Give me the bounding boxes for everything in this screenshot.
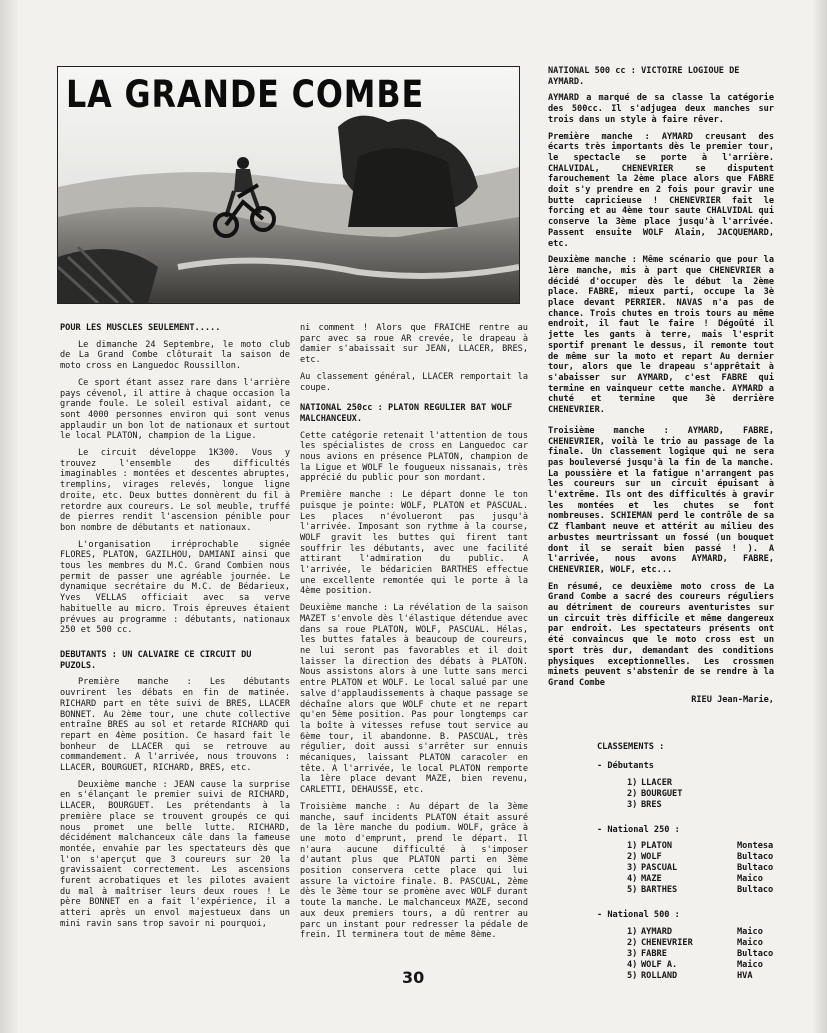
result-row — [627, 949, 777, 960]
result-name: BARTHES — [641, 885, 678, 896]
result-row — [627, 841, 777, 852]
category-label: - National 500 : — [597, 909, 680, 920]
result-name: BOURGUET — [641, 788, 683, 799]
section-heading: POUR LES MUSCLES SEULEMENT..... — [60, 323, 221, 333]
paragraph: Troisième manche : Au départ de la 3ème manche, sauf incidents PLATON était assuré de la 1ère manche du podium. WOLF, grâce à une moto d'emprunt, prend le départ. Il n'aura aucune difficulté à s'imposer d'autant plus que PLATON parti en 3ème position conservera cette place qui lui assure la victoire finale. B. PASCUAL, 2ème dès le 3ème tour se promène avec WOLF durant toute la manche. Le malchanceux MAZE, second aux deux premiers tours, a dû rentrer au parc un instant pour redresser la pédale de frein. Il terminera tout de même 8ème. — [300, 801, 528, 941]
result-position: 2) — [627, 788, 638, 799]
article-title: LA GRANDE COMBE — [66, 73, 425, 116]
result-name: AYMARD — [641, 926, 673, 937]
result-position: 2) — [627, 852, 638, 863]
column-3 — [548, 66, 774, 705]
column-1 — [60, 323, 290, 936]
result-row — [627, 800, 777, 811]
paragraph: Deuxième manche : La révélation de la saison MAZET s'envole dès l'élastique détendue avec dans sa roue PLATON, WOLF, PASCUAL. Hélas, les buttes fatales à beaucoup de coureurs, ne lui seront pas favorables et il doit laisser la direction des débats à PLATON. Nous assistons alors à une lutte sans merci entre PLATON et WOLF. Le local salué par une salve d'applaudissements à chaque passage se déchaîne alors que WOLF chute et ne repart qu'en 5ème position. Pas pour longtemps car la boîte à vitesses refuse tout service au 6ème tour, il abandonne. B. PASCUAL, très régulier, doit aussi s'arrêter sur ennuis mécaniques, laissant PLATON caracoler en tête. A l'arrivée, le local PLATON remporte la 1ère place devant MAZE, bien revenu, CARLETTI, DEHAUSSE, etc. — [300, 603, 528, 796]
result-name: PLATON — [641, 841, 673, 852]
paragraph: Au classement général, LLACER remportait la coupe. — [300, 371, 528, 393]
paragraph: Le dimanche 24 Septembre, le moto club de La Grand Combe clôturait la saison de moto cross en Languedoc Roussillon. — [60, 339, 290, 372]
paragraph: Première manche : AYMARD creusant des écarts très importants dès le premier tour, le spectacle se porte à l'arrière. CHALVIDAL, CHENEVRIER se disputent farouchement la 2ème place alors que FABRE doit s'y prendre en 2 fois pour gravir une butte capricieuse ! CHENEVRIER fait le forcing et au 4ème tour saute CHALVIDAL qui conserve la 3ème place jusqu'à l'arrivée. Passent ensuite WOLF Alain, JACQUEMARD, etc. — [548, 131, 774, 249]
result-name: PASCUAL — [641, 863, 678, 874]
result-row — [627, 778, 777, 789]
result-make: Bultaco — [737, 863, 774, 874]
result-name: LLACER — [641, 777, 673, 788]
result-make: Bultaco — [737, 852, 774, 863]
page-number: 30 — [402, 968, 425, 987]
result-position: 3) — [627, 799, 638, 810]
result-position: 4) — [627, 874, 638, 885]
paragraph: Première manche : Le départ donne le ton puisque je pointe: WOLF, PLATON et PASCUAL. Les places n'évolueront pas jusqu'à l'arrivée. Imposant son rythme à la course, WOLF gravit les buttes qui firent tant souffrir les débutants, avec une facilité attirant l'admiration du public. A l'arrivée, le bédaricien BARTHES effectue une excellente remontée qui le porte à la 4ème position. — [300, 490, 528, 597]
result-position: 3) — [627, 948, 638, 959]
result-row — [627, 789, 777, 800]
result-make: Maico — [737, 874, 763, 885]
result-row — [627, 971, 777, 982]
result-position: 1) — [627, 841, 638, 852]
result-name: FABRE — [641, 948, 667, 959]
paragraph: AYMARD a marqué de sa classe la catégorie des 500cc. Il s'adjugea deux manches sur trois dans un style à faire rêver. — [548, 93, 774, 125]
motocross-photo — [57, 66, 520, 304]
result-make: Bultaco — [737, 948, 774, 959]
paragraph: Deuxième manche : JEAN cause la surprise en s'élançant le premier suivi de RICHARD, LLACER, BOURGUET. Les prétendants à la première place se trouvent groupés ce qui nous promet une belle lutte. RICHARD, décidément malchanceux câle dans la fameuse montée, envahie par les spectateurs dès que l'on s'aperçut que 3 coureurs sur 20 la gravissaient correctement. Les ascensions furent acrobatiques et les pilotes avaient du mal à maîtriser leurs deux roues ! Le père BONNET en a fait l'expérience, il a atteri après un envol majestueux dans un mini ravin sans trop savoir ni pourquoi, — [60, 779, 290, 929]
result-make: Maico — [737, 959, 763, 970]
result-position: 3) — [627, 863, 638, 874]
author-signature: RIEU Jean-Marie, — [691, 694, 774, 705]
result-name: CHENEVRIER — [641, 937, 693, 948]
result-position: 4) — [627, 959, 638, 970]
section-heading: DEBUTANTS : UN CALVAIRE CE CIRCUIT DU PUZOLS. — [60, 649, 252, 671]
result-row — [627, 874, 777, 885]
page-shadow-right — [813, 0, 827, 1033]
result-name: ROLLAND — [641, 970, 678, 981]
result-position: 1) — [627, 777, 638, 788]
category-label: - National 250 : — [597, 824, 680, 835]
result-make: Montesa — [737, 841, 774, 852]
result-name: WOLF A. — [641, 959, 678, 970]
category-label: - Débutants — [597, 760, 654, 771]
result-position: 5) — [627, 885, 638, 896]
section-heading: NATIONAL 250cc : PLATON REGULIER BAT WOLF MALCHANCEUX. — [300, 403, 513, 424]
result-row — [627, 863, 777, 874]
result-row — [627, 927, 777, 938]
result-position: 5) — [627, 970, 638, 981]
paragraph: Ce sport étant assez rare dans l'arrière pays cévenol, il attire à chaque occasion la grande foule. Le soleil estival aidant, ce sont 4000 personnes environ qui sont venus applaudir un bon lot de nationaux et surtout le local PLATON, champion de la Ligue. — [60, 377, 290, 442]
result-row — [627, 938, 777, 949]
result-row — [627, 885, 777, 896]
paragraph: Cette catégorie retenait l'attention de tous les spécialistes de cross en Languedoc car nous avions en présence PLATON, champion de la Ligue et WOLF le fougueux nissanais, très apprécié du public pour son mordant. — [300, 430, 528, 484]
paragraph: En résumé, ce deuxième moto cross de La Grand Combe a sacré des coureurs réguliers au détriment de coureurs aventuristes sur un circuit très difficile et même dangereux par endroit. Les spectateurs présents ont été convaincus que le moto cross est un sport très dur, demandant des conditions physiques exceptionnelles. Les crossmen minets peuvent s'abstenir de se rendre à la Grand Combe — [548, 581, 774, 688]
result-name: MAZE — [641, 874, 662, 885]
result-row — [627, 852, 777, 863]
results-title: CLASSEMENTS : — [597, 742, 665, 752]
paragraph: ni comment ! Alors que FRAICHE rentre au parc avec sa roue AR crevée, le drapeau à damier s'abaissait sur JEAN, LLACER, BRES, etc. — [300, 323, 528, 366]
paragraph: Troisième manche : AYMARD, FABRE, CHENEVRIER, voilà le trio au passage de la finale. Un classement logique qui ne sera pas bouleversé jusqu'à la fin de la manche. La poussière et la fatigue n'arrangent pas les coureurs sur un circuit épuisant à l'extrême. Ils ont des difficultés à gravir les montées et les chutes se font nombreuses. SCHIEMAN perd le contrôle de sa CZ flambant neuve et attérit au milieu des arbustes meurtrissant un fossé (un bouquet dont il se serait bien passé ! ). A l'arrivée, nous avons AYMARD, FABRE, CHENEVRIER, WOLF, etc... — [548, 425, 774, 575]
result-make: Maico — [737, 926, 763, 937]
section-heading: NATIONAL 500 cc : VICTOIRE LOGIOUE DE AYMARD. — [548, 66, 740, 87]
results-block — [597, 742, 777, 981]
result-position: 2) — [627, 937, 638, 948]
result-row — [627, 960, 777, 971]
paragraph: Deuxième manche : Même scénario que pour la 1ère manche, mis à part que CHENEVRIER a décidé d'occuper dès le début la 2ème place. FABRE, mieux parti, occupe la 3è place devant PERRIER. NAVAS n'a pas de chance. Trois chutes en trois tours au même endroit, il faut le faire ! Dégoûté il jette les gants à terre, mais l'esprit sportif prenant le dessus, il remonte tout de même sur la moto et repart Au dernier tour, alors que le drapeau s'apprêtait à s'abaisser sur AYMARD, c'est FABRE qui termine en vainqueur cette manche. AYMARD a chuté et termine que 3è derrière CHENEVRIER. — [548, 255, 774, 416]
page-shadow-left — [0, 0, 18, 1033]
result-name: WOLF — [641, 852, 662, 863]
result-name: BRES — [641, 799, 662, 810]
result-position: 1) — [627, 926, 638, 937]
paragraph: L'organisation irréprochable signée FLORES, PLATON, GAZILHOU, DAMIANI ainsi que tous les membres du M.C. Grand Combien nous permit de passer une agréable journée. Le dynamique secrétaire du M.C. de Bédarieux, Yves VELLAS officiait avec sa verve habituelle au micro. Trois épreuves étaient prévues au programme : débutants, nationaux 250 et 500 cc. — [60, 539, 290, 636]
paragraph: Première manche : Les débutants ouvrirent les débats en fin de matinée. RICHARD part en tête suivi de BRES, LLACER BONNET. Au 2ème tour, une chute collective entraîne BRES au sol et retarde RICHARD qui repart en 4ème position. Ce hasard fait le bonheur de LLACER qui se retrouve au commandement. A l'arrivée, nous trouvons : LLACER, BOURGUET, RICHARD, BRES, etc. — [60, 677, 290, 774]
result-make: HVA — [737, 970, 753, 981]
column-2 — [300, 323, 528, 947]
result-make: Bultaco — [737, 885, 774, 896]
paragraph: Le circuit développe 1K300. Vous y trouvez l'ensemble des difficultés imaginables : montées et descentes abruptes, tremplins, virages relevés, longue ligne droite, etc. Deux buttes donnèrent du fil à retordre aux coureurs. Le sol meuble, truffé de pierres rendit l'ascension pénible pour bon nombre de débutants et nationaux. — [60, 448, 290, 533]
result-make: Maico — [737, 937, 763, 948]
